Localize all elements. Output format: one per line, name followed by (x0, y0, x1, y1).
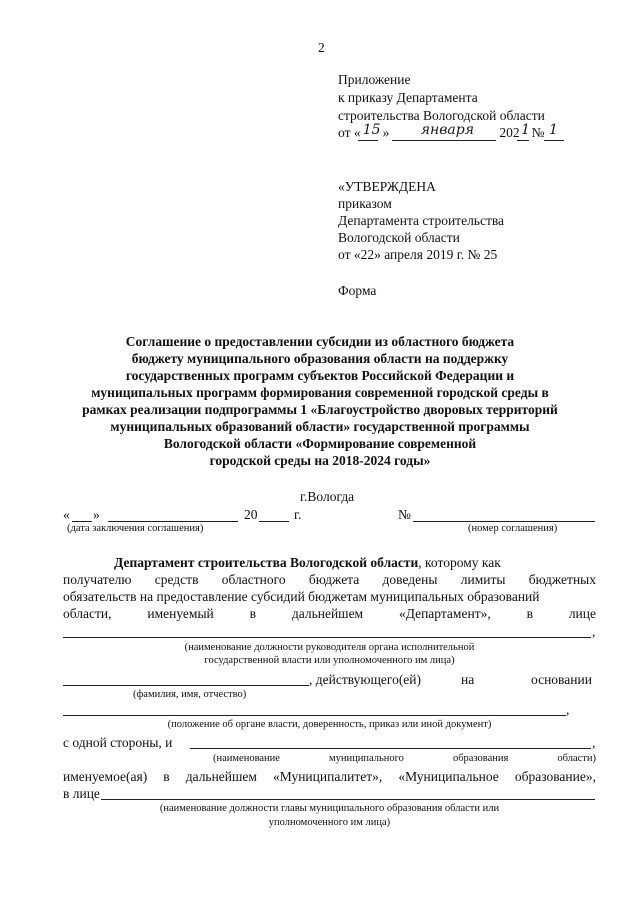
approved-line-4: Вологодской области (338, 230, 460, 245)
number-underline (544, 140, 564, 141)
word-departament: «Департамент», (398, 606, 491, 621)
caption-head-of-municipality-1: (наименование должности главы муниципального образования области или (159, 803, 500, 814)
body-line-1-rest: , которому как (418, 555, 501, 570)
body-line-3: обязательств на предоставление субсидий бюджетам муниципальных образований (63, 589, 540, 604)
basis-label: основании (531, 672, 592, 687)
date-year-prefix: 20 (244, 507, 258, 522)
title-line-1: Соглашение о предоставлении субсидии из областного бюджета (125, 334, 515, 349)
caption-municipality (213, 753, 596, 765)
word-v-2: в (526, 606, 533, 621)
appendix-year-handwritten: 1 (521, 122, 531, 138)
appendix-from-prefix: от « (338, 125, 361, 140)
caption-full-name: (фамилия, имя, отчество) (133, 689, 247, 700)
day-underline (358, 140, 378, 141)
caption-head-position-2: государственной власти или уполномоченного им лица) (204, 655, 455, 666)
title-line-6: муниципальных образований области» государственной программы (110, 419, 530, 434)
date-caption: (дата заключения соглашения) (67, 523, 204, 534)
appendix-day-handwritten: 15 (362, 122, 381, 138)
title-line-5: рамках реализации подпрограммы 1 «Благоустройство дворовых территорий (82, 402, 558, 417)
date-month-blank (108, 521, 238, 522)
title-line-7: Вологодской области «Формирование современной (163, 436, 477, 451)
appendix-line-2: к приказу Департамента (338, 90, 478, 105)
comma-3: , (592, 735, 596, 750)
one-side-label: с одной стороны, и (63, 735, 173, 750)
head-of-municipality-field[interactable] (101, 799, 595, 800)
word-dalneishem: дальнейшем (291, 606, 364, 621)
basis-document-field[interactable] (63, 715, 566, 716)
on-label: на (461, 672, 475, 687)
full-name-field[interactable] (63, 685, 309, 686)
caption-municipality-b: муниципального (328, 753, 404, 764)
in-person-label: в лице (63, 786, 100, 801)
caption-municipality-c: образования (452, 753, 509, 764)
approved-line-5: от «22» апреля 2019 г. № 25 (338, 247, 498, 262)
title-line-3: государственных программ субъектов Российской Федерации и (125, 368, 515, 383)
body-line-1 (114, 555, 596, 571)
agreement-num-sign: № (398, 507, 411, 522)
city: г.Вологда (300, 489, 355, 504)
approved-line-3: Департамента строительства (338, 213, 505, 228)
year-underline (517, 140, 529, 141)
appendix-month-handwritten: января (420, 122, 474, 138)
comma-2: , (566, 702, 570, 717)
page-number: 2 (318, 40, 325, 55)
date-open-quote: « (63, 507, 70, 522)
word-oblasti: области, (63, 606, 112, 621)
appendix-num-sign: № (531, 125, 545, 140)
named-line: именуемое(ая) в дальнейшем «Муниципалитет», «Муниципальное образование», (63, 769, 596, 784)
caption-head-of-municipality-2: уполномоченного им лица) (268, 817, 391, 828)
date-year-blank (259, 521, 289, 522)
body-line-2: получателю средств областного бюджета доведены лимиты бюджетных (63, 572, 596, 587)
approved-line-2: приказом (338, 196, 392, 211)
appendix-number-handwritten: 1 (549, 122, 558, 138)
date-year-suffix: г. (294, 507, 302, 522)
title-line-4: муниципальных программ формирования современной городской среды в (91, 385, 549, 400)
caption-municipality-a: (наименование (213, 753, 280, 764)
body-line-4 (63, 606, 596, 622)
word-v: в (249, 606, 256, 621)
acting-label: , действующего(ей) (309, 672, 422, 687)
municipality-name-field[interactable] (190, 748, 591, 749)
date-day-blank (72, 521, 92, 522)
comma-1: , (592, 624, 596, 639)
appendix-quote-close: » (382, 125, 390, 140)
appendix-year-prefix: 202 (499, 125, 520, 140)
caption-basis-document: (положение об органе власти, доверенность, приказ или иной документ) (167, 719, 492, 730)
approved-line-1: «УТВЕРЖДЕНА (338, 179, 436, 194)
word-imenuemyi: именуемый (147, 606, 214, 621)
department-name: Департамент строительства Вологодской области (114, 555, 419, 570)
title-line-2: бюджету муниципального образования области на поддержку (131, 351, 509, 366)
title-line-8: городской среды на 2018-2024 годы» (209, 453, 431, 468)
appendix-line-1: Приложение (338, 72, 411, 87)
appendix-date-line (338, 122, 563, 141)
word-litse: лице (568, 606, 596, 621)
caption-head-position-1: (наименование должности руководителя органа исполнительной (184, 642, 475, 653)
caption-municipality-d: области) (557, 753, 596, 764)
agreement-number-blank (413, 521, 595, 522)
appendix-line-3: строительства Вологодской области (338, 108, 545, 123)
form-label: Форма (338, 283, 377, 298)
date-close-quote: » (93, 507, 100, 522)
number-caption: (номер соглашения) (468, 523, 558, 534)
month-underline (392, 140, 496, 141)
head-position-field[interactable] (63, 637, 591, 638)
